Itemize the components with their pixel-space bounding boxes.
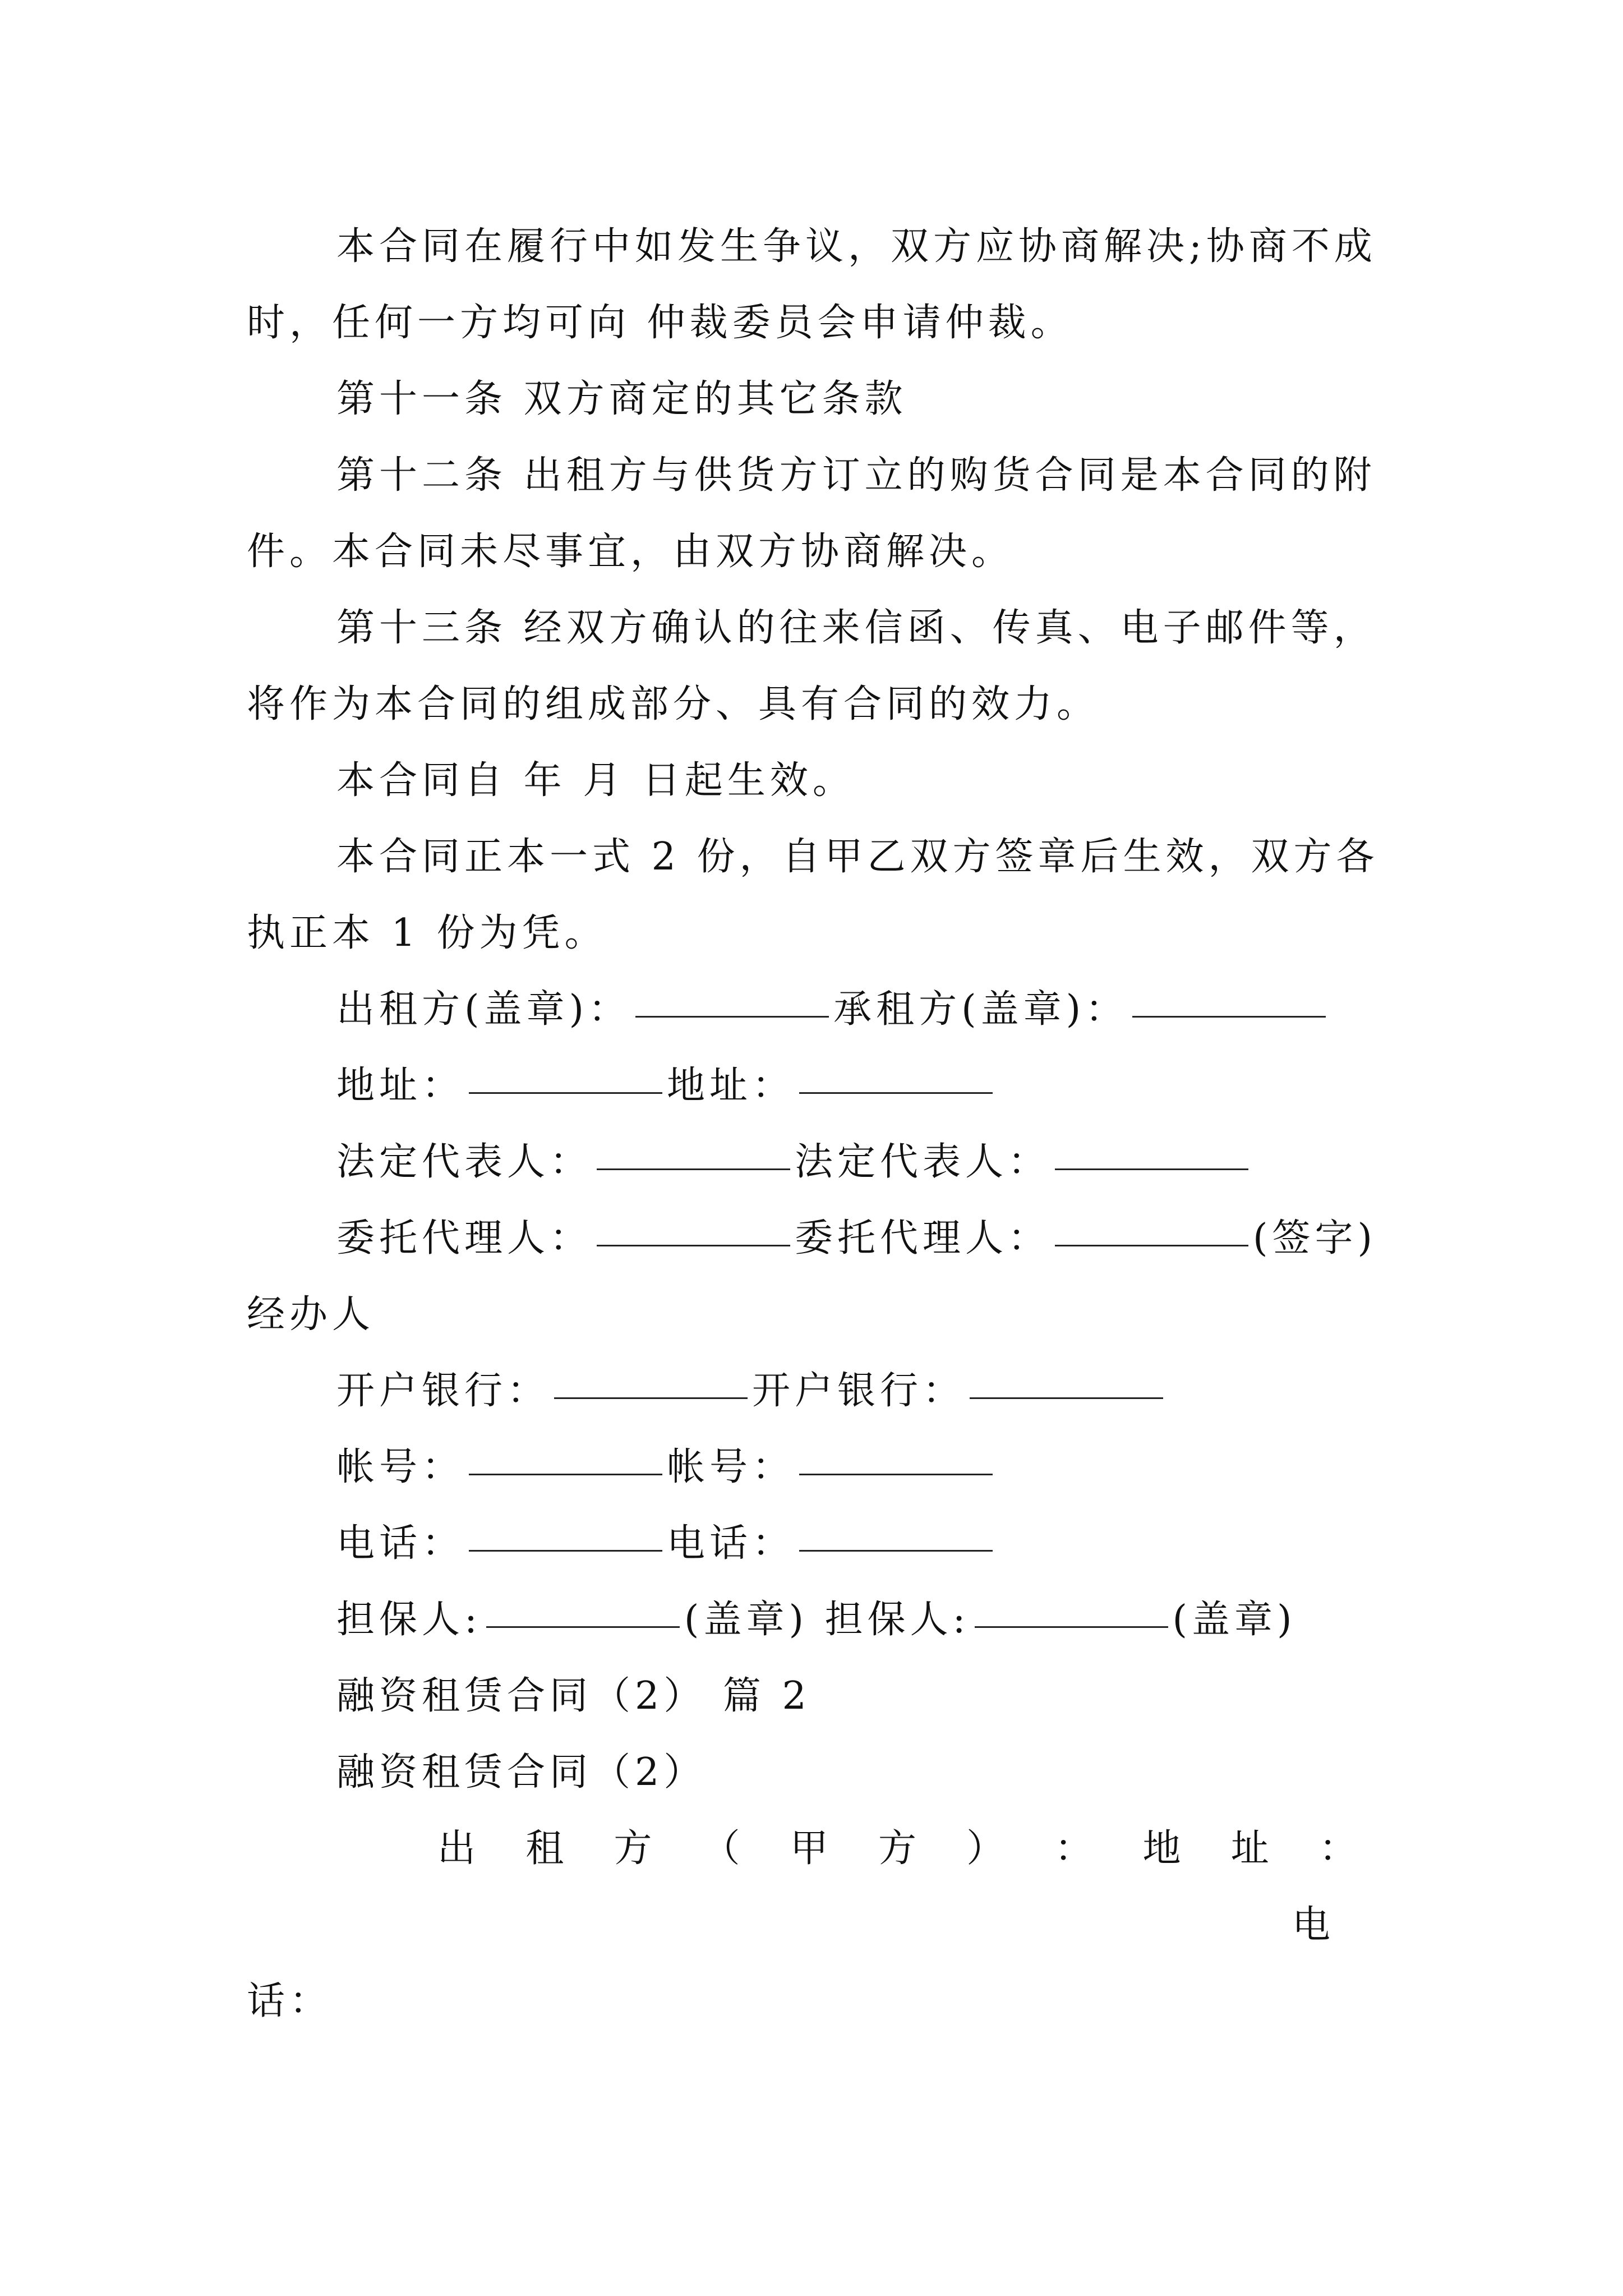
- party-char: 方: [614, 1826, 652, 1871]
- bank-label-2: 开户银行：: [752, 1369, 966, 1413]
- seal-note-1: (盖章): [684, 1598, 808, 1642]
- tel-fragment-right: 电: [1292, 1903, 1335, 1947]
- address-label-1: 地址：: [336, 1064, 465, 1108]
- address-blank-2[interactable]: [799, 1059, 993, 1094]
- sign-row-address: [247, 1048, 1380, 1124]
- agent-label-1: 委托代理人：: [336, 1216, 593, 1260]
- document-body: [247, 209, 1380, 2040]
- party-char: 址: [1230, 1826, 1269, 1871]
- phone-label-2: 电话：: [667, 1521, 795, 1566]
- lessor-label: 出租方(盖章)：: [336, 987, 631, 1032]
- seal-note-2: (盖章): [1172, 1598, 1297, 1642]
- sign-row-account: [247, 1429, 1380, 1506]
- account-label-2: 帐号：: [667, 1445, 795, 1489]
- account-blank-2[interactable]: [799, 1440, 993, 1475]
- sign-row-legal-rep: [247, 1124, 1380, 1200]
- party-char: ：: [1054, 1826, 1093, 1871]
- party-char: 地: [1142, 1826, 1181, 1871]
- guarantor-blank-1[interactable]: [486, 1593, 680, 1628]
- lessor-blank[interactable]: [635, 982, 829, 1018]
- party-char: ）: [966, 1826, 1005, 1871]
- agent-blank-1[interactable]: [597, 1211, 790, 1246]
- sign-row-bank: [247, 1353, 1380, 1429]
- party-char: （: [702, 1826, 740, 1871]
- party-char: 方: [878, 1826, 916, 1871]
- phone-blank-2[interactable]: [799, 1516, 993, 1552]
- guarantor-label-2: 担保人:: [824, 1598, 970, 1642]
- account-blank-1[interactable]: [469, 1440, 662, 1475]
- lessee-blank[interactable]: [1132, 982, 1326, 1018]
- bank-blank-2[interactable]: [970, 1364, 1163, 1399]
- party-char: 出: [437, 1826, 476, 1871]
- party-char: 甲: [790, 1826, 828, 1871]
- account-label-1: 帐号：: [336, 1445, 465, 1489]
- sign-row-phone: [247, 1506, 1380, 1582]
- agent-blank-2[interactable]: [1055, 1211, 1248, 1246]
- agent-suffix: (签字) 经办人: [247, 1216, 1377, 1337]
- agent-label-2: 委托代理人：: [795, 1216, 1051, 1260]
- article-11: 第十一条 双方商定的其它条款: [336, 377, 907, 421]
- section-title-2a: 融资租赁合同（2） 篇 2: [336, 1674, 811, 1718]
- phone-label-1: 电话：: [336, 1521, 465, 1566]
- bank-blank-1[interactable]: [554, 1364, 748, 1399]
- legal-rep-blank-2[interactable]: [1055, 1135, 1248, 1170]
- copies-clause: 本合同正本一式 2 份，自甲乙双方签章后生效，双方各执正本 1 份为凭。: [247, 835, 1379, 955]
- address-label-2: 地址：: [667, 1064, 795, 1108]
- party-char: ：: [1318, 1826, 1357, 1871]
- section-title-2b: 融资租赁合同（2）: [336, 1750, 707, 1795]
- guarantor-blank-2[interactable]: [975, 1593, 1168, 1628]
- effective-date: 本合同自 年 月 日起生效。: [336, 758, 855, 803]
- sign-row-guarantor: [247, 1582, 1380, 1658]
- sign-row-lessor: [247, 972, 1380, 1048]
- lessee-label: 承租方(盖章)：: [833, 987, 1128, 1032]
- guarantor-label-1: 担保人:: [336, 1598, 482, 1642]
- legal-rep-blank-1[interactable]: [597, 1135, 790, 1170]
- address-blank-1[interactable]: [469, 1059, 662, 1094]
- dispute-clause: 本合同在履行中如发生争议，双方应协商解决;协商不成时，任何一方均可向 仲裁委员会申请仲裁。: [247, 224, 1377, 345]
- article-12: 第十二条 出租方与供货方订立的购货合同是本合同的附件。本合同未尽事宜，由双方协商解决。: [247, 453, 1376, 574]
- legal-rep-label-2: 法定代表人：: [795, 1140, 1051, 1184]
- phone-blank-1[interactable]: [469, 1516, 662, 1552]
- party-char: 租: [525, 1826, 564, 1871]
- tel-fragment-left: 话：: [247, 1979, 333, 2023]
- sign-row-agent: [247, 1200, 1380, 1353]
- bank-label-1: 开户银行：: [336, 1369, 550, 1413]
- party-line: [247, 1811, 1380, 1887]
- legal-rep-label-1: 法定代表人：: [336, 1140, 593, 1184]
- article-13: 第十三条 经双方确认的往来信函、传真、电子邮件等，将作为本合同的组成部分、具有合同的效力。: [247, 606, 1376, 726]
